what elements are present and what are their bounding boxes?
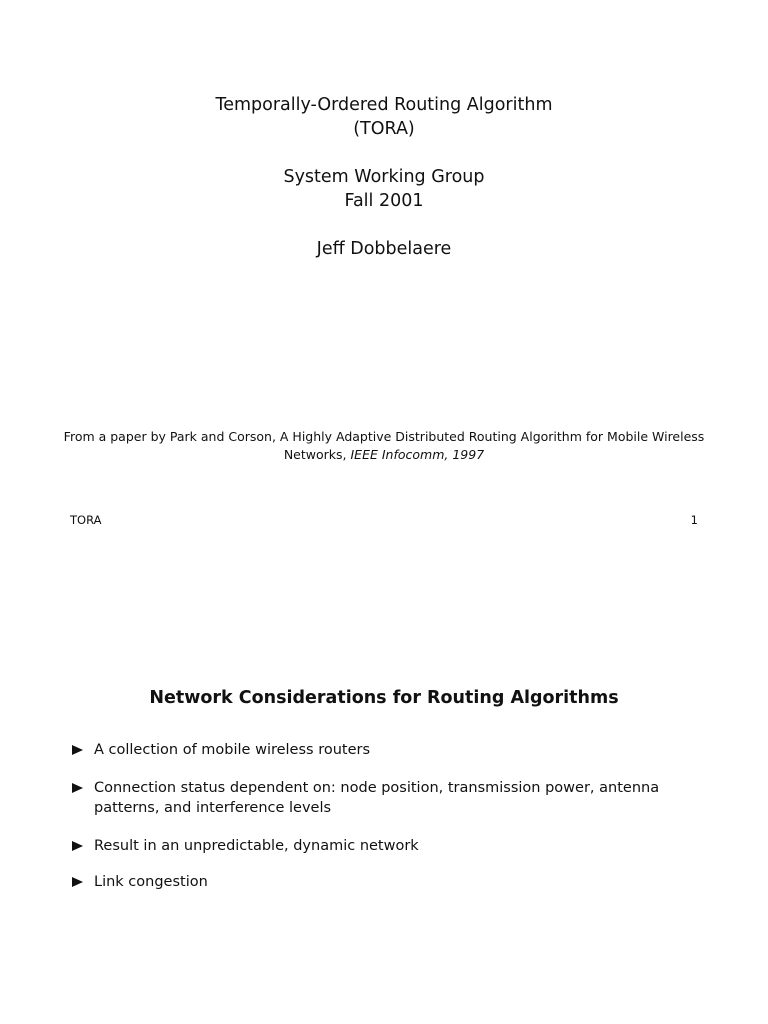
title-line-2: (TORA) (353, 119, 415, 139)
list-item (72, 740, 704, 760)
bullet-triangle-icon (72, 745, 83, 755)
page-number: 1 (690, 513, 698, 527)
reference-text: From a paper by Park and Corson, A Highly Adaptive Distributed Routing Algorithm for Mobile Wireless Networks, (63, 429, 705, 462)
list-item (72, 778, 704, 818)
bullet-text: Connection status dependent on: node position, transmission power, antenna patterns, and interference levels (94, 780, 660, 816)
term: Fall 2001 (344, 191, 424, 211)
bullet-text: Link congestion (94, 874, 208, 890)
footer-label: TORA (70, 513, 102, 527)
group-name: System Working Group (283, 167, 485, 187)
reference-citation (60, 428, 708, 464)
bullet-triangle-icon (72, 841, 83, 851)
title-line-1: Temporally-Ordered Routing Algorithm (215, 95, 553, 115)
reference-venue: IEEE Infocomm, 1997 (350, 447, 485, 462)
list-item (72, 872, 704, 892)
slide-heading: Network Considerations for Routing Algorithms (149, 688, 619, 708)
bullet-triangle-icon (72, 783, 83, 793)
bullet-text: Result in an unpredictable, dynamic network (94, 838, 419, 854)
bullet-text: A collection of mobile wireless routers (94, 742, 371, 758)
author-name: Jeff Dobbelaere (316, 239, 452, 259)
list-item (72, 836, 704, 856)
bullet-triangle-icon (72, 877, 83, 887)
